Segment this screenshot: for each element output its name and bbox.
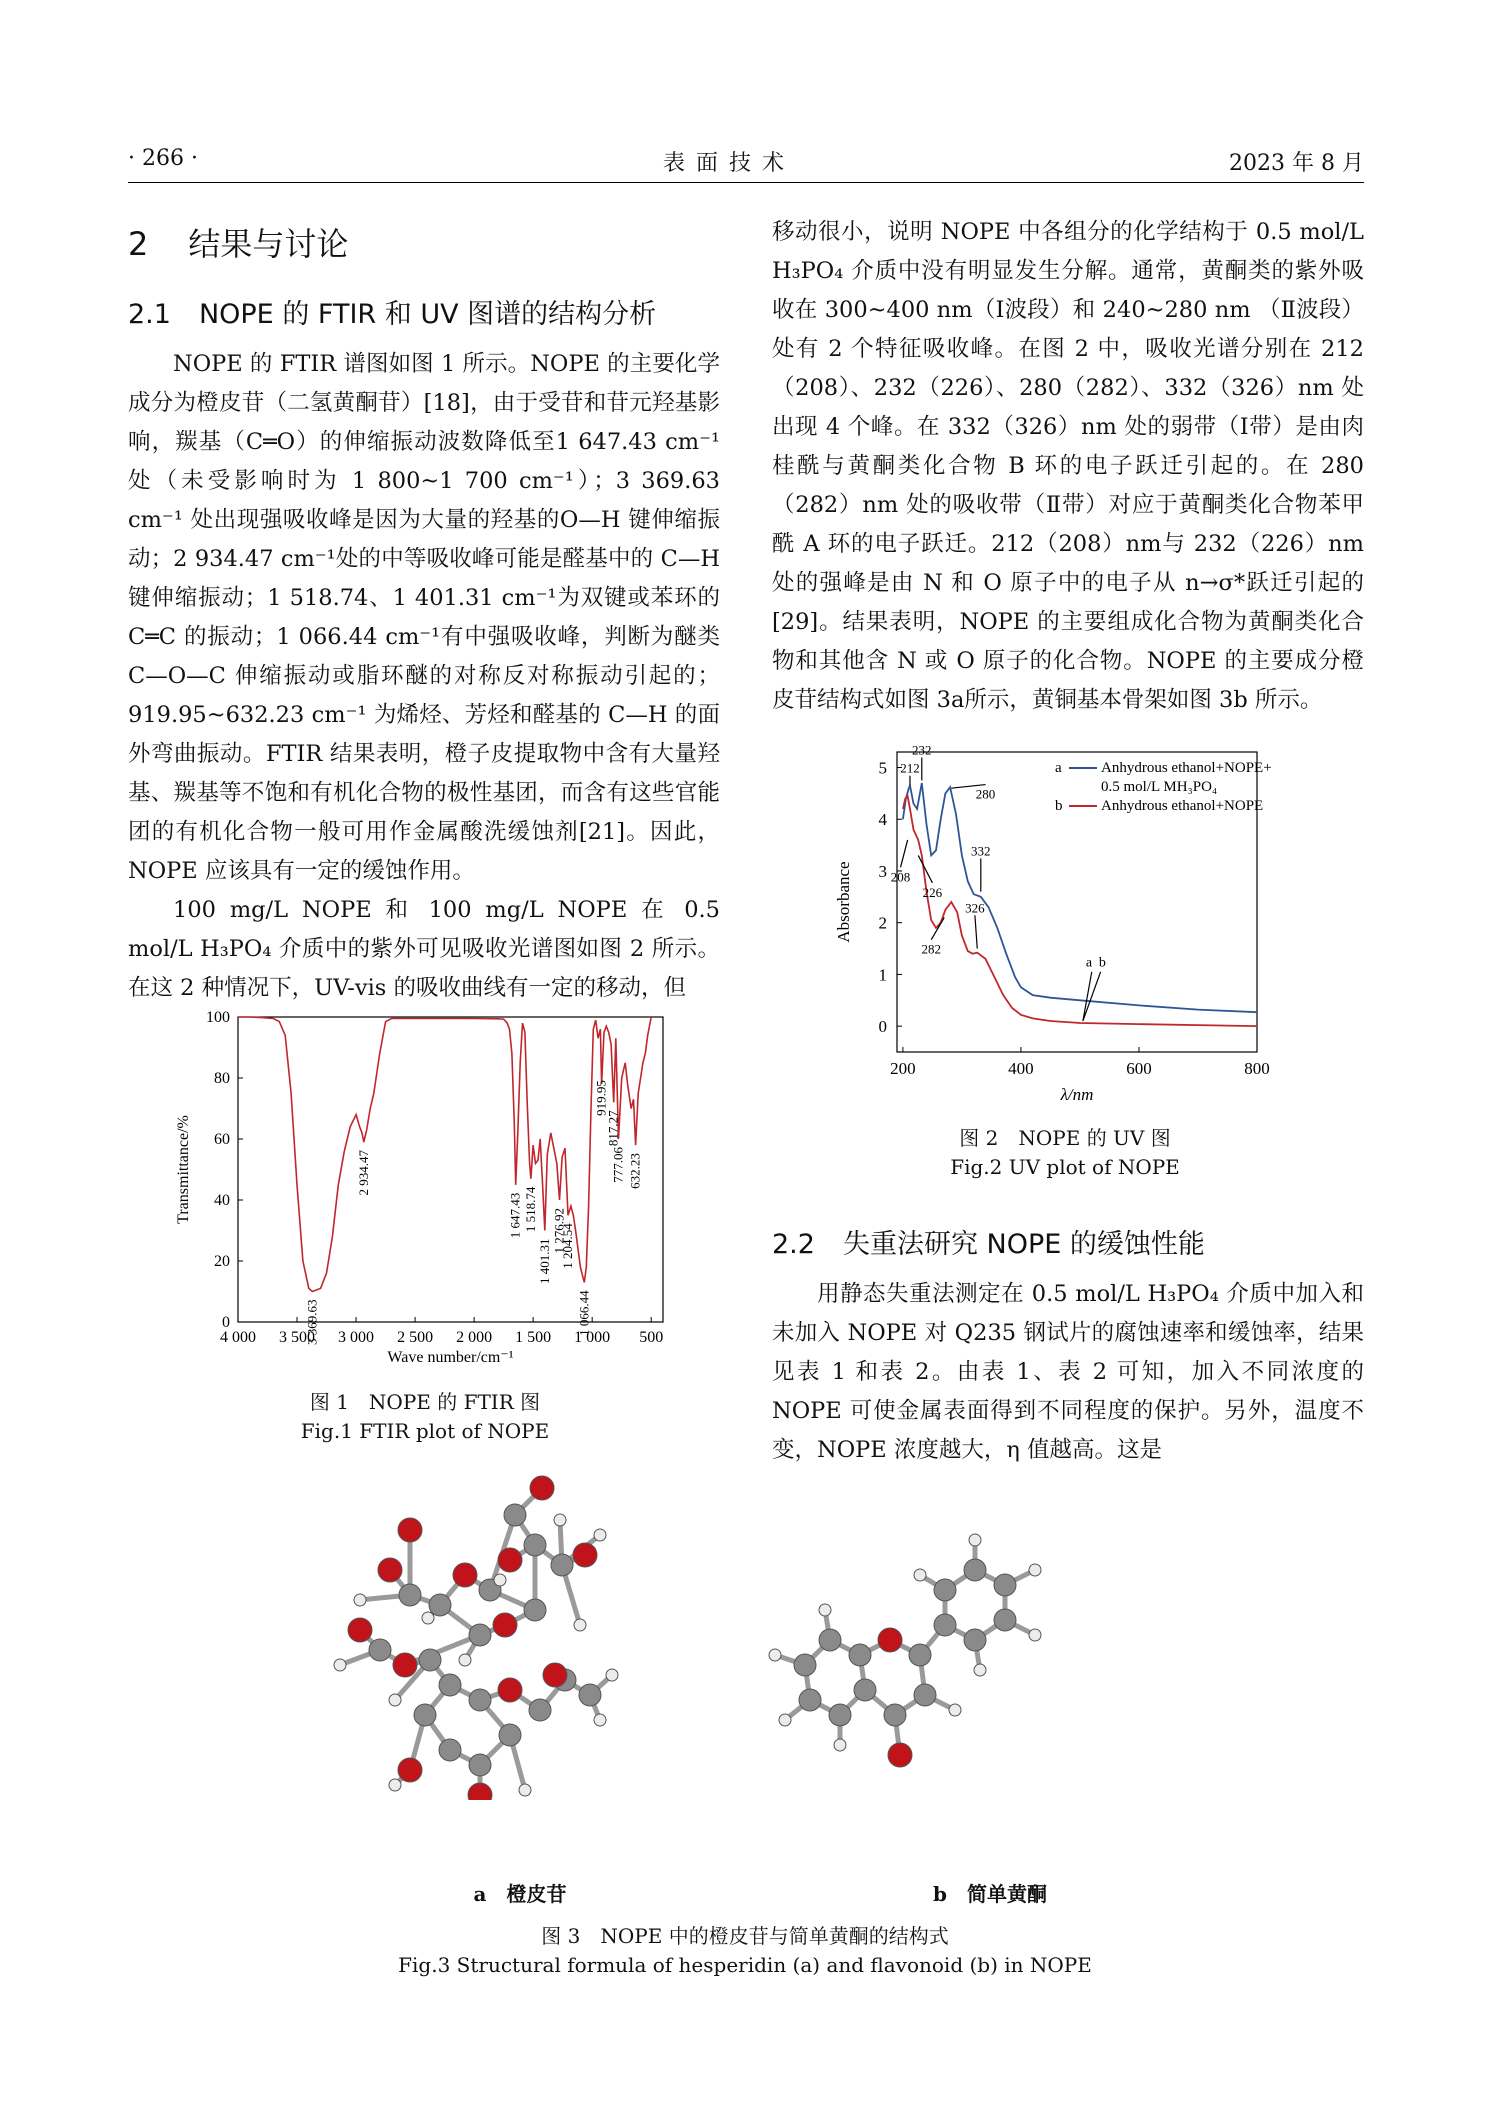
hydrogen-atom (914, 1569, 926, 1581)
hydrogen-atom (422, 1612, 434, 1624)
fig2-caption-cn: 图 2 NOPE 的 UV 图 (959, 1126, 1171, 1150)
carbon-atom (854, 1679, 876, 1701)
hydrogen-atom (459, 1654, 471, 1666)
x-tick-label: 3 000 (338, 1329, 375, 1346)
fig1-caption-cn: 图 1 NOPE 的 FTIR 图 (309, 1390, 541, 1414)
hydrogen-atom (819, 1604, 831, 1616)
uv-chart (825, 740, 1305, 1120)
carbon-atom (794, 1654, 816, 1676)
legend-letter-a: a (1055, 760, 1062, 776)
carbon-atom (369, 1639, 391, 1661)
carbon-atom (524, 1599, 546, 1621)
carbon-atom (419, 1649, 441, 1671)
peak-label: 1 066.44 (576, 1290, 592, 1336)
peak-label: 1 276.92 (551, 1208, 567, 1254)
peak-label: 777.06 (610, 1147, 626, 1183)
curve-arrow (1083, 972, 1092, 1021)
y-tick-label: 5 (878, 758, 887, 778)
peak-label: 1 401.31 (536, 1238, 552, 1284)
x-tick-label: 500 (639, 1329, 664, 1346)
oxygen-atom (498, 1548, 522, 1572)
carbon-atom (829, 1704, 851, 1726)
peak-label: 1 518.74 (522, 1186, 538, 1233)
peak-label-b: 326 (965, 900, 985, 916)
hydrogen-atom (519, 1784, 531, 1796)
plot-frame (238, 1017, 663, 1322)
peak-label-b: 226 (922, 884, 943, 900)
oxygen-atom (393, 1653, 417, 1677)
x-tick-label: 1 000 (574, 1329, 611, 1346)
y-tick-label: 1 (878, 965, 887, 985)
oxygen-atom (878, 1628, 902, 1652)
carbon-atom (469, 1689, 491, 1711)
x-axis-label: λ/nm (1060, 1085, 1094, 1104)
oxygen-atom (573, 1543, 597, 1567)
y-tick-label: 100 (206, 1009, 230, 1026)
carbon-atom (414, 1704, 436, 1726)
hydrogen-atom (949, 1704, 961, 1716)
absorbance-line-b (903, 796, 1257, 1026)
legend-entry-b: Anhydrous ethanol+NOPE (1101, 798, 1264, 814)
oxygen-atom (543, 1663, 567, 1687)
oxygen-atom (468, 1783, 492, 1800)
peak-label-b: 282 (921, 941, 941, 957)
hydrogen-atom (974, 1664, 986, 1676)
carbon-atom (819, 1629, 841, 1651)
carbon-atom (469, 1754, 491, 1776)
oxygen-atom (348, 1618, 372, 1642)
curve-letter-b: b (1098, 955, 1106, 971)
oxygen-atom (398, 1758, 422, 1782)
fig3-caption-cn: 图 3 NOPE 中的橙皮苷与简单黄酮的结构式 (541, 1924, 949, 1948)
section-title: 结果与讨论 (188, 225, 349, 263)
hydrogen-atom (594, 1529, 606, 1541)
carbon-atom (429, 1594, 451, 1616)
paragraph-uv-analysis: 移动很小，说明 NOPE 中各组分的化学结构于 0.5 mol/L H₃PO₄ 介质中没有明显发生分解。通常，黄酮类的紫外吸收在 300~400 nm（Ⅰ波段）和 240~280 nm （Ⅱ波段）处有 2 个特征吸收峰。在图 2 中，吸收光谱分别在 212（208）、232（226）、280（282）、332（326）nm 处出现 4 个峰。在 332（326）nm 处的弱带（Ⅰ带）是由肉桂酰与黄酮类化合物 B 环的电子跃迁引起的。在 280（282）nm 处的吸收带（Ⅱ带）对应于黄酮类化合物苯甲酰 A 环的电子跃迁。212（208）nm与 232（226）nm 处的强峰是由 N 和 O 原子中的电子从 n→σ*跃迁引起的[29]。结果表明，NOPE 的主要组成化合物为黄酮类化合物和其他含 N 或 O 原子的化合物。NOPE 的主要成分橙皮苷结构式如图 3a所示，黄铜基本骨架如图 3b 所示。 (772, 219, 1364, 713)
carbon-atom (469, 1624, 491, 1646)
x-axis-label: Wave number/cm⁻¹ (387, 1349, 514, 1366)
peak-label: 817.27 (605, 1110, 621, 1147)
oxygen-atom (498, 1678, 522, 1702)
peak-label: 1 204.54 (560, 1223, 576, 1269)
curve-arrow (1083, 972, 1101, 1021)
oxygen-atom (530, 1476, 554, 1500)
carbon-atom (964, 1559, 986, 1581)
journal-name: 表 面 技 术 (663, 151, 786, 176)
carbon-atom (884, 1704, 906, 1726)
oxygen-atom (888, 1743, 912, 1767)
carbon-atom (914, 1684, 936, 1706)
oxygen-atom (378, 1558, 402, 1582)
y-axis-label: Absorbance (834, 861, 853, 943)
hydrogen-atom (389, 1694, 401, 1706)
carbon-atom (551, 1554, 573, 1576)
x-tick-label: 1 500 (515, 1329, 552, 1346)
y-tick-label: 40 (214, 1192, 230, 1209)
peak-arrow (901, 840, 908, 867)
subsection-heading-2-1 (128, 292, 656, 331)
oxygen-atom (398, 1518, 422, 1542)
y-axis-label: Transmittance/% (175, 1115, 192, 1224)
fig3-caption (350, 1922, 1140, 1980)
peak-label: 919.95 (593, 1080, 609, 1116)
header-rule (128, 182, 1364, 183)
x-tick-label: 200 (890, 1059, 916, 1078)
y-tick-label: 80 (214, 1070, 230, 1087)
hesperidin-molecule-model (300, 1460, 720, 1800)
peak-label-a: 232 (912, 742, 932, 758)
subsection-heading-2-2 (772, 1222, 1205, 1261)
legend-letter-b: b (1055, 798, 1063, 814)
section-number: 2 (128, 225, 149, 263)
issue-date: 2023 年 8 月 (1229, 151, 1364, 176)
fig1-caption-en: Fig.1 FTIR plot of NOPE (300, 1419, 550, 1443)
right-column-text-bottom (772, 1275, 1364, 1470)
peak-label-b: 208 (890, 869, 911, 885)
curve-letter-a: a (1085, 955, 1093, 971)
carbon-atom (529, 1699, 551, 1721)
peak-label-a: 332 (971, 843, 991, 859)
legend (1055, 760, 1272, 814)
hydrogen-atom (769, 1649, 781, 1661)
x-tick-label: 2 000 (456, 1329, 493, 1346)
fig1-caption (260, 1388, 590, 1446)
fig2-caption (900, 1124, 1230, 1182)
y-tick-label: 20 (214, 1253, 230, 1270)
y-tick-label: 4 (878, 810, 887, 830)
carbon-atom (799, 1689, 821, 1711)
y-tick-label: 3 (878, 861, 887, 881)
hydrogen-atom (606, 1669, 618, 1681)
subsection-number: 2.2 (772, 1229, 815, 1260)
fig3-label-a: a 橙皮苷 (473, 1882, 567, 1906)
peak-arrow (931, 918, 944, 940)
x-tick-label: 2 500 (397, 1329, 434, 1346)
carbon-atom (909, 1644, 931, 1666)
subsection-title: 失重法研究 NOPE 的缓蚀性能 (842, 1229, 1205, 1260)
x-tick-label: 600 (1126, 1059, 1152, 1078)
carbon-atom (439, 1674, 461, 1696)
hydrogen-atom (969, 1534, 981, 1546)
peak-label: 1 647.43 (507, 1192, 523, 1239)
fig3-label-b: b 简单黄酮 (933, 1882, 1047, 1906)
carbon-atom (439, 1739, 461, 1761)
carbon-atom (504, 1504, 526, 1526)
hydrogen-atom (1029, 1564, 1041, 1576)
fig2-caption-en: Fig.2 UV plot of NOPE (950, 1155, 1180, 1179)
hydrogen-atom (334, 1659, 346, 1671)
x-tick-label: 800 (1244, 1059, 1270, 1078)
carbon-atom (499, 1724, 521, 1746)
hydrogen-atom (554, 1514, 566, 1526)
peak-arrow (975, 915, 977, 948)
subsection-title: NOPE 的 FTIR 和 UV 图谱的结构分析 (198, 299, 657, 330)
transmittance-line (238, 1017, 651, 1292)
left-column-text (128, 345, 720, 1008)
peak-label-a: 280 (975, 786, 996, 802)
carbon-atom (964, 1629, 986, 1651)
fig3-caption-en: Fig.3 Structural formula of hesperidin (a) and flavonoid (b) in NOPE (398, 1953, 1092, 1977)
right-column-text-top (772, 213, 1364, 720)
subsection-number: 2.1 (128, 299, 171, 330)
hydrogen-atom (834, 1739, 846, 1751)
page-number: · 266 · (128, 146, 198, 171)
oxygen-atom (453, 1563, 477, 1587)
carbon-atom (934, 1614, 956, 1636)
carbon-atom (994, 1609, 1016, 1631)
legend-entry-a: Anhydrous ethanol+NOPE+ (1101, 760, 1272, 776)
carbon-atom (934, 1579, 956, 1601)
legend-entry-a-cont: 0.5 mol/L MH₃PO₄ (1101, 779, 1218, 795)
x-tick-label: 3 500 (279, 1329, 316, 1346)
carbon-atom (524, 1534, 546, 1556)
hydrogen-atom (594, 1714, 606, 1726)
ftir-chart (170, 1005, 690, 1380)
hydrogen-atom (389, 1779, 401, 1791)
y-tick-label: 60 (214, 1131, 230, 1148)
x-tick-label: 400 (1008, 1059, 1034, 1078)
y-tick-label: 2 (878, 913, 887, 933)
y-tick-label: 0 (878, 1017, 887, 1037)
paragraph-weight-loss: 用静态失重法测定在 0.5 mol/L H₃PO₄ 介质中加入和未加入 NOPE 对 Q235 钢试片的腐蚀速率和缓蚀率，结果见表 1 和表 2。由表 1、表 2 可知，加入不同浓度的 NOPE 可使金属表面得到不同程度的保护。另外，温度不变，NOPE 浓度越大，η 值越高。这是 (772, 1281, 1364, 1463)
hydrogen-atom (779, 1714, 791, 1726)
peak-label: 2 934.47 (355, 1150, 371, 1196)
carbon-atom (579, 1684, 601, 1706)
peak-label: 3 369.63 (304, 1299, 320, 1345)
y-tick-label: 0 (222, 1314, 230, 1331)
peak-label-a: 212 (900, 760, 920, 776)
carbon-atom (849, 1644, 871, 1666)
hydrogen-atom (354, 1594, 366, 1606)
flavonoid-molecule-model (700, 1460, 1160, 1800)
peak-label: 632.23 (627, 1153, 643, 1189)
hydrogen-atom (494, 1574, 506, 1586)
carbon-atom (399, 1584, 421, 1606)
carbon-atom (994, 1574, 1016, 1596)
paragraph-ftir: NOPE 的 FTIR 谱图如图 1 所示。NOPE 的主要化学成分为橙皮苷（二氢黄酮苷）[18]，由于受苷和苷元羟基影响，羰基（C═O）的伸缩振动波数降低至1 647.43 cm⁻¹ 处（未受影响时为 1 800~1 700 cm⁻¹）；3 369.63 cm⁻¹ 处出现强吸收峰是因为大量的羟基的O—H 键伸缩振动；2 934.47 cm⁻¹处的中等吸收峰可能是醛基中的 C—H 键伸缩振动；1 518.74、1 401.31 cm⁻¹为双键或苯环的 C═C 的振动；1 066.44 cm⁻¹有中强吸收峰，判断为醚类 C—O—C 伸缩振动或脂环醚的对称反对称振动引起的；919.95~632.23 cm⁻¹ 为烯烃、芳烃和醛基的 C—H 的面外弯曲振动。FTIR 结果表明，橙子皮提取物中含有大量羟基、羰基等不饱和有机化合物的极性基团，而含有这些官能团的有机化合物一般可用作金属酸洗缓蚀剂[21]。因此，NOPE 应该具有一定的缓蚀作用。 (128, 351, 720, 884)
x-tick-label: 4 000 (220, 1329, 256, 1346)
paragraph-uv-intro: 100 mg/L NOPE 和 100 mg/L NOPE 在 0.5 mol/L H₃PO₄ 介质中的紫外可见吸收光谱图如图 2 所示。在这 2 种情况下，UV-vis 的吸收曲线有一定的移动，但 (128, 897, 720, 1001)
absorbance-line-a (903, 783, 1257, 1012)
hydrogen-atom (1029, 1629, 1041, 1641)
section-heading (128, 219, 348, 265)
hydrogen-atom (574, 1619, 586, 1631)
oxygen-atom (493, 1613, 517, 1637)
